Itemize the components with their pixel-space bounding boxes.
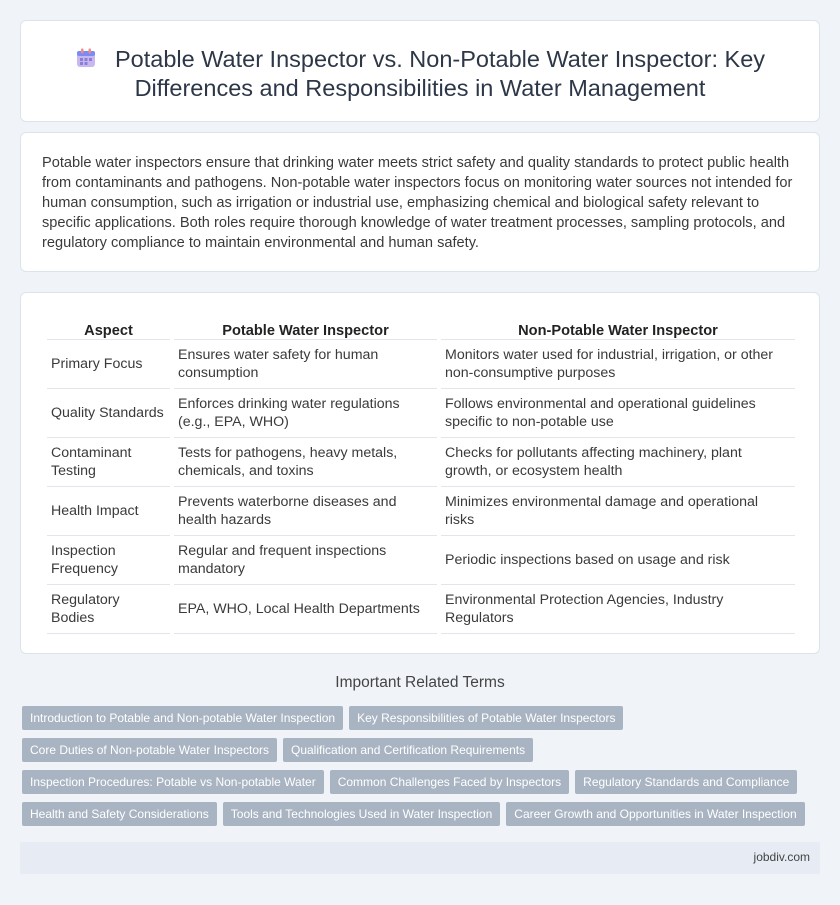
- related-terms-list: [22, 706, 822, 834]
- potable-cell: Tests for pathogens, heavy metals, chemicals, and toxins: [174, 438, 437, 487]
- aspect-cell: Primary Focus: [47, 340, 170, 389]
- aspect-cell: Contaminant Testing: [47, 438, 170, 487]
- related-term-tag[interactable]: Inspection Procedures: Potable vs Non-potable Water: [22, 770, 324, 794]
- related-term-tag[interactable]: Regulatory Standards and Compliance: [575, 770, 797, 794]
- related-term-tag[interactable]: Key Responsibilities of Potable Water Inspectors: [349, 706, 623, 730]
- footer: [20, 842, 820, 874]
- potable-cell: Enforces drinking water regulations (e.g., EPA, WHO): [174, 389, 437, 438]
- related-term-tag[interactable]: Common Challenges Faced by Inspectors: [330, 770, 569, 794]
- potable-cell: EPA, WHO, Local Health Departments: [174, 585, 437, 634]
- potable-cell: Regular and frequent inspections mandatory: [174, 536, 437, 585]
- related-term-tag[interactable]: Health and Safety Considerations: [22, 802, 217, 826]
- aspect-cell: Quality Standards: [47, 389, 170, 438]
- header-non-potable: Non-Potable Water Inspector: [441, 317, 795, 340]
- aspect-cell: Health Impact: [47, 487, 170, 536]
- potable-cell: Prevents waterborne diseases and health hazards: [174, 487, 437, 536]
- table-row: [47, 487, 795, 536]
- header-aspect: Aspect: [47, 317, 170, 340]
- related-term-tag[interactable]: Core Duties of Non-potable Water Inspectors: [22, 738, 277, 762]
- comparison-table-card: [20, 292, 820, 654]
- related-terms-heading: Important Related Terms: [335, 674, 505, 691]
- header-potable: Potable Water Inspector: [174, 317, 437, 340]
- tag-row: [22, 738, 822, 762]
- non-potable-cell: Minimizes environmental damage and operational risks: [441, 487, 795, 536]
- related-term-tag[interactable]: Introduction to Potable and Non-potable Water Inspection: [22, 706, 343, 730]
- non-potable-cell: Follows environmental and operational guidelines specific to non-potable use: [441, 389, 795, 438]
- related-term-tag[interactable]: Qualification and Certification Requirements: [283, 738, 533, 762]
- intro-card: [20, 132, 820, 272]
- non-potable-cell: Checks for pollutants affecting machinery, plant growth, or ecosystem health: [441, 438, 795, 487]
- non-potable-cell: Monitors water used for industrial, irrigation, or other non-consumptive purposes: [441, 340, 795, 389]
- table-row: [47, 536, 795, 585]
- tag-row: [22, 802, 822, 826]
- footer-site-link[interactable]: jobdiv.com: [753, 850, 810, 864]
- table-row: [47, 389, 795, 438]
- table-row: [47, 585, 795, 634]
- title-wrap: [61, 45, 779, 103]
- aspect-cell: Regulatory Bodies: [47, 585, 170, 634]
- non-potable-cell: Periodic inspections based on usage and risk: [441, 536, 795, 585]
- aspect-cell: Inspection Frequency: [47, 536, 170, 585]
- page-title: [61, 45, 779, 103]
- page-title-text: Potable Water Inspector vs. Non-Potable Water Inspector: Key Differences and Responsibilities in Water Management: [114, 46, 766, 101]
- table-header-row: [47, 317, 795, 340]
- non-potable-cell: Environmental Protection Agencies, Industry Regulators: [441, 585, 795, 634]
- related-term-tag[interactable]: Career Growth and Opportunities in Water Inspection: [506, 802, 804, 826]
- tag-row: [22, 706, 822, 730]
- table-row: [47, 340, 795, 389]
- header-card: [20, 20, 820, 122]
- tag-row: [22, 770, 822, 794]
- related-term-tag[interactable]: Tools and Technologies Used in Water Inspection: [223, 802, 501, 826]
- table-row: [47, 438, 795, 487]
- intro-paragraph: Potable water inspectors ensure that drinking water meets strict safety and quality standards to protect public health from contaminants and pathogens. Non-potable water inspectors focus on monitoring water sources not intended for human consumption, such as irrigation or industrial use, emphasizing chemical and biological safety relevant to specific applications. Both roles require thorough knowledge of water treatment processes, sampling protocols, and regulatory compliance to maintain environmental and human safety.: [42, 155, 793, 251]
- comparison-table: [43, 317, 799, 634]
- calendar-icon: [75, 47, 97, 69]
- potable-cell: Ensures water safety for human consumption: [174, 340, 437, 389]
